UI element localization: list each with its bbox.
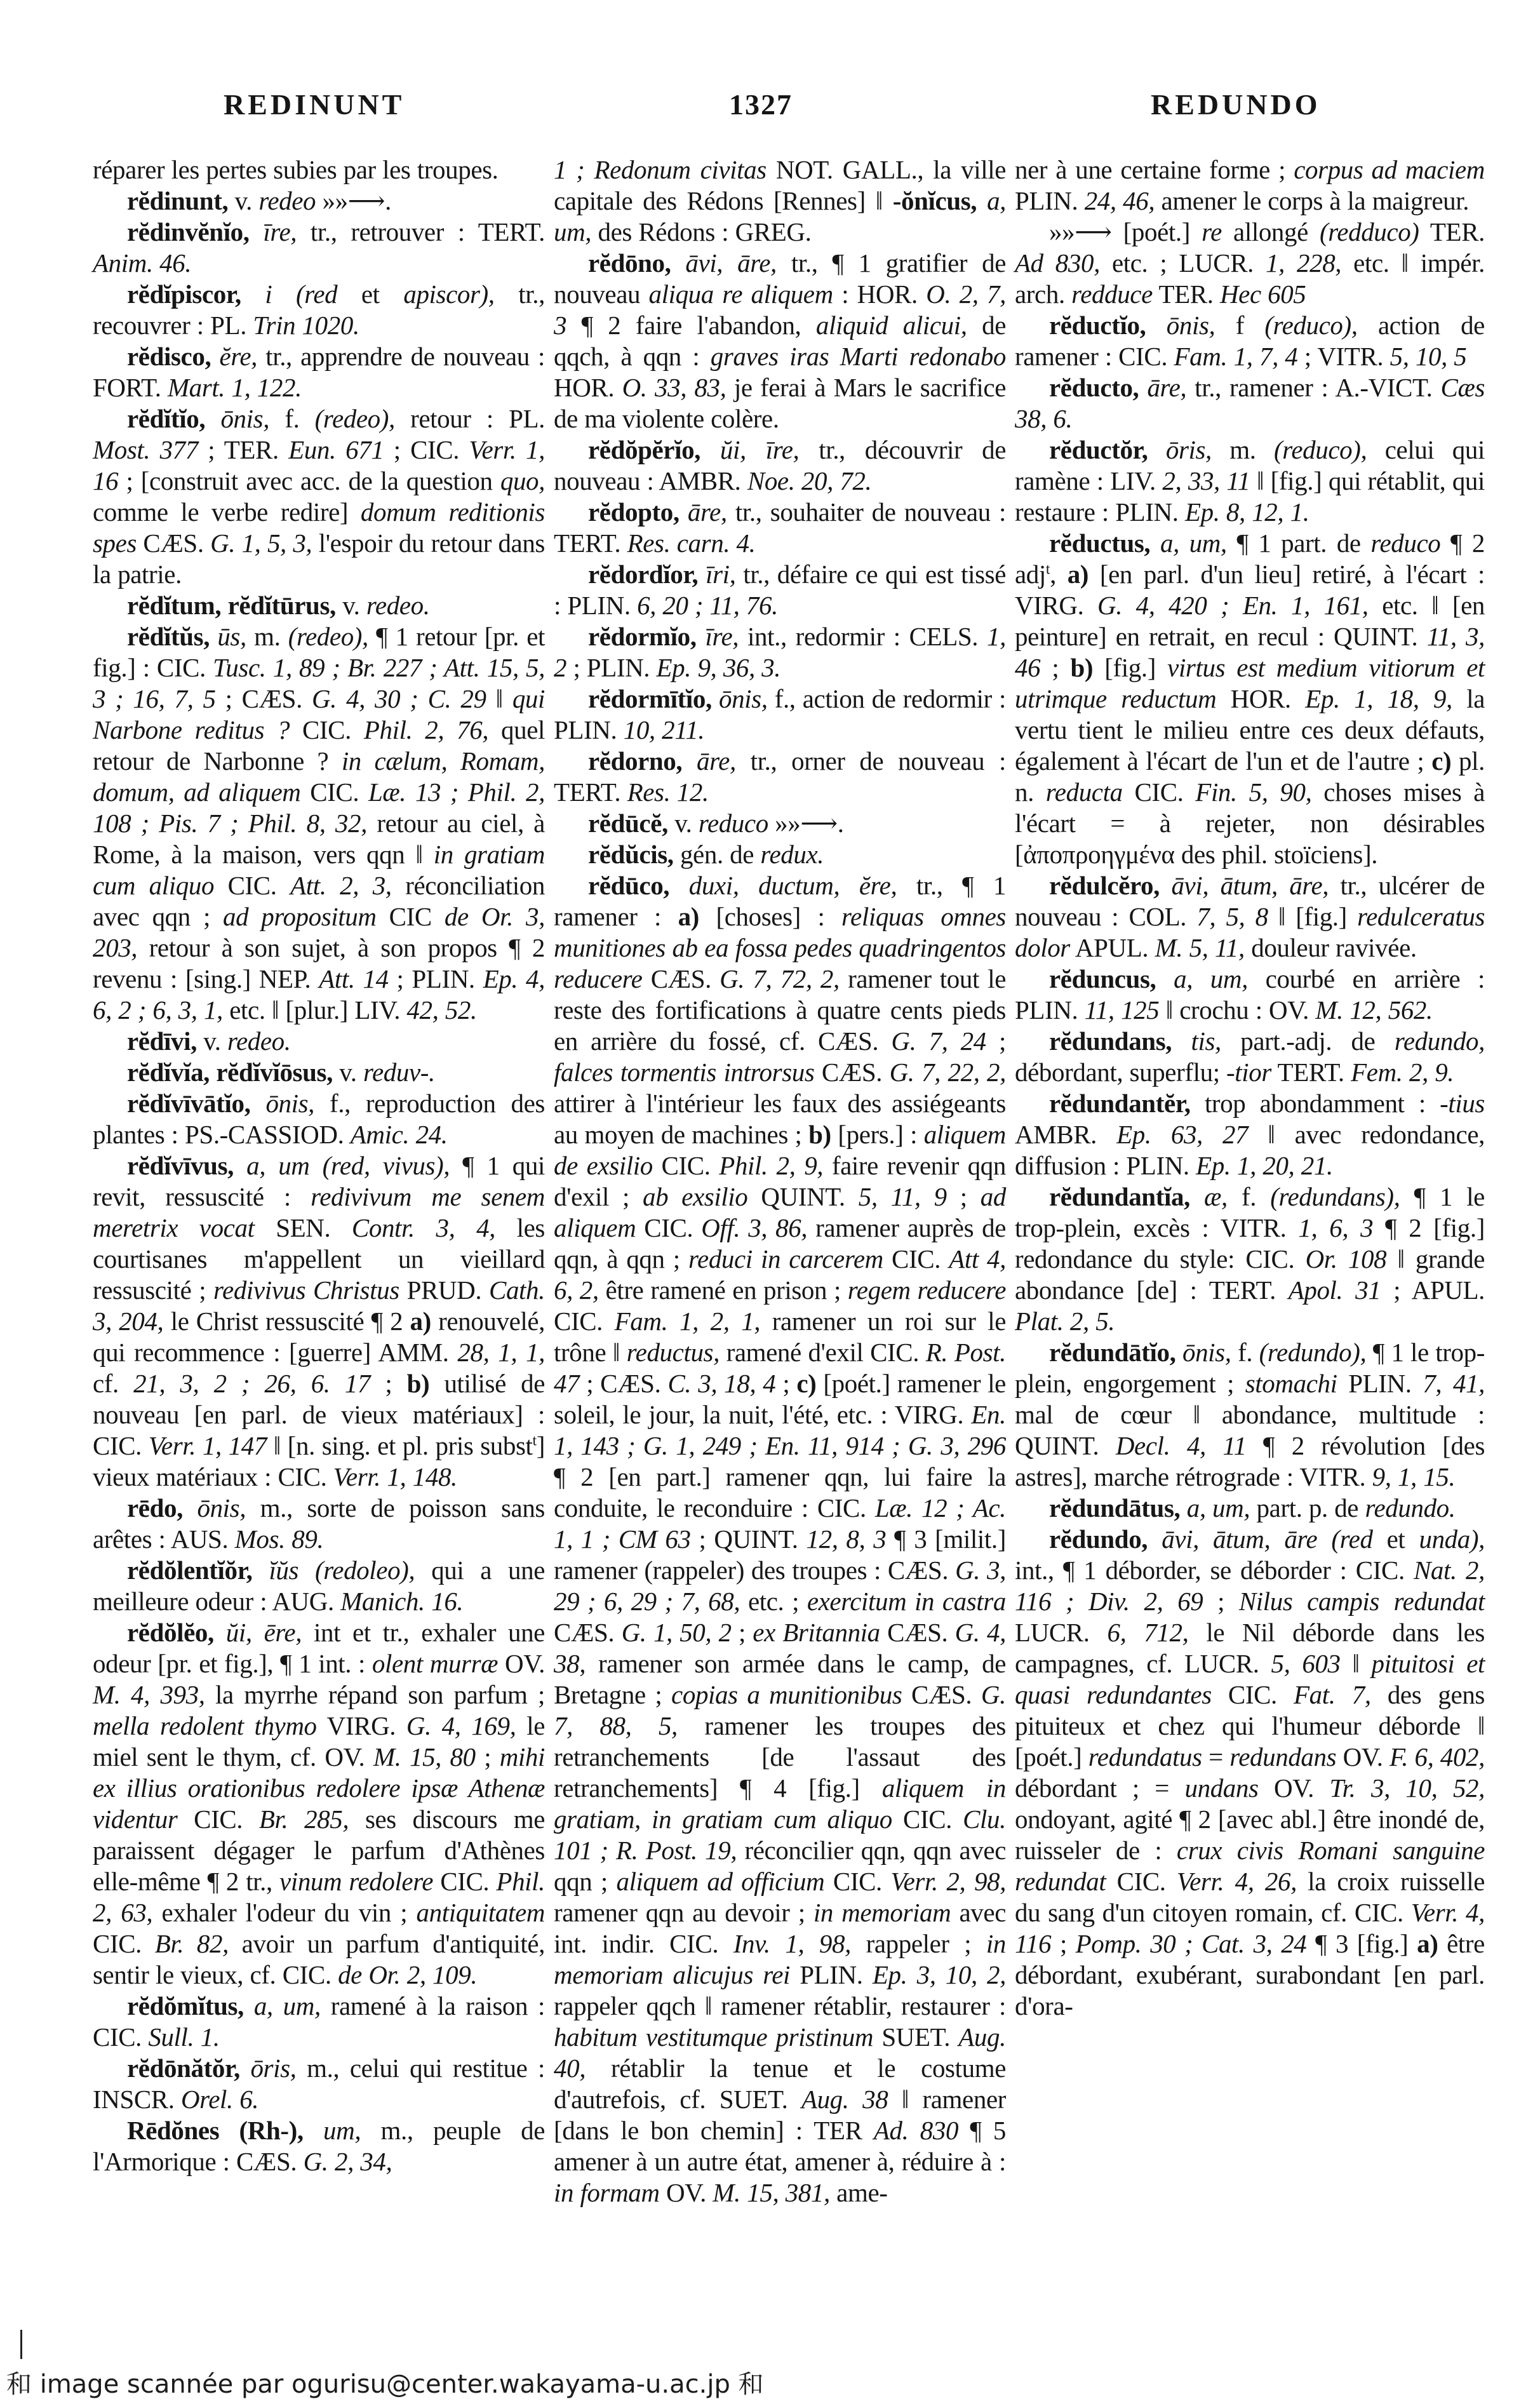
running-head	[0, 88, 1540, 132]
dictionary-entry: rĕdinunt, v. redeo »»⟶.	[127, 186, 391, 215]
dictionary-entry: rĕdormĭo, īre, int., redormir : CELS. 1, 2 ; PLIN. Ep. 9, 36, 3.	[554, 622, 1006, 682]
dictionary-entry: rĕdundātĭo, ōnis, f. (redundo), ¶ 1 le trop-plein, engorgement ; stomachi PLIN. 7, 41, mal de cœur ‖ abondance, multitude : QUINT. Decl. 4, 11 ¶ 2 révolution [des astres], marche rétrograde : VITR. 9, 1, 15.	[1015, 1338, 1485, 1491]
dictionary-entry: rĕdĭvĭa, rĕdĭvĭōsus, v. reduv-.	[127, 1058, 435, 1087]
dictionary-entry: rĕdulcĕro, āvi, ātum, āre, tr., ulcérer de nouveau : COL. 7, 5, 8 ‖ [fig.] redulceratus dolor APUL. M. 5, 11, douleur ravivée.	[1015, 871, 1485, 962]
dictionary-entry: rĕductŏr, ōris, m. (reduco), celui qui ramène : LIV. 2, 33, 11 ‖ [fig.] qui rétablit, qui restaure : PLIN. Ep. 8, 12, 1.	[1015, 435, 1485, 527]
running-head-left-keyword: REDINUNT	[224, 88, 405, 121]
dictionary-entry: rĕdĭtum, rĕdĭtūrus, v. redeo.	[127, 591, 430, 620]
dictionary-entry: rĕdīvi, v. redeo.	[127, 1026, 291, 1056]
dictionary-entry: rĕducto, āre, tr., ramener : A.-VICT. Cæs 38, 6.	[1015, 373, 1485, 433]
dictionary-entry: »»⟶ [poét.] re allongé (redduco) TER. Ad 830, etc. ; LUCR. 1, 228, etc. ‖ impér. arch. redduce TER. Hec 605	[1015, 217, 1485, 309]
dictionary-entry: rĕdorno, āre, tr., orner de nouveau : TERT. Res. 12.	[554, 746, 1006, 807]
dictionary-entry: ner à une certaine forme ; corpus ad maciem PLIN. 24, 46, amener le corps à la maigreur.	[1015, 155, 1485, 215]
text-column-left	[93, 154, 545, 2177]
dictionary-entry: rĕdĭvīvātĭo, ōnis, f., reproduction des plantes : PS.-CASSIOD. Amic. 24.	[93, 1089, 545, 1149]
dictionary-entry: réparer les pertes subies par les troupes.	[93, 155, 499, 184]
dictionary-entry: rĕdūco, duxi, ductum, ĕre, tr., ¶ 1 ramener : a) [choses] : reliquas omnes munitiones ab ea fossa pedes quadringentos reducere CÆS. G. 7, 72, 2, ramener tout le reste des fortifications à quatre cents pieds en arrière du fossé, cf. CÆS. G. 7, 24 ; falces tormentis introrsus CÆS. G. 7, 22, 2, attirer à l'intérieur les faux des assiégeants au moyen de machines ; b) [pers.] : aliquem de exsilio CIC. Phil. 2, 9, faire revenir qqn d'exil ; ab exsilio QUINT. 5, 11, 9 ; ad aliquem CIC. Off. 3, 86, ramener auprès de qqn, à qqn ; reduci in carcerem CIC. Att 4, 6, 2, être ramené en prison ; regem reducere CIC. Fam. 1, 2, 1, ramener un roi sur le trône ‖ reductus, ramené d'exil CIC. R. Post. 47 ; CÆS. C. 3, 18, 4 ; c) [poét.] ramener le soleil, le jour, la nuit, l'été, etc. : VIRG. En. 1, 143 ; G. 1, 249 ; En. 11, 914 ; G. 3, 296 ¶ 2 [en part.] ramener qqn, lui faire la conduite, le reconduire : CIC. Læ. 12 ; Ac. 1, 1 ; CM 63 ; QUINT. 12, 8, 3 ¶ 3 [milit.] ramener (rappeler) des troupes : CÆS. G. 3, 29 ; 6, 29 ; 7, 68, etc. ; exercitum in castra CÆS. G. 1, 50, 2 ; ex Britannia CÆS. G. 4, 38, ramener son armée dans le camp, de Bretagne ; copias a munitionibus CÆS. G. 7, 88, 5, ramener les troupes des retranchements [de l'assaut des retranchements] ¶ 4 [fig.] aliquem in gratiam, in gratiam cum aliquo CIC. Clu. 101 ; R. Post. 19, réconcilier qqn, qqn avec qqn ; aliquem ad officium CIC. Verr. 2, 98, ramener qqn au devoir ; in memoriam avec int. indir. CIC. Inv. 1, 98, rappeler ; in memoriam alicujus rei PLIN. Ep. 3, 10, 2, rappeler qqch ‖ ramener rétablir, restaurer : habitum vestitumque pristinum SUET. Aug. 40, rétablir la tenue et le costume d'autrefois, cf. SUET. Aug. 38 ‖ ramener [dans le bon chemin] : TER Ad. 830 ¶ 5 amener à un autre état, amener à, réduire à : in formam OV. M. 15, 381, ame-	[554, 871, 1007, 2207]
dictionary-entry: rĕdōno, āvi, āre, tr., ¶ 1 gratifier de nouveau aliqua re aliquem : HOR. O. 2, 7, 3 ¶ 2 faire l'abandon, aliquid alicui, de qqch, à qqn : graves iras Marti redonabo HOR. O. 33, 83, je ferai à Mars le sacrifice de ma violente colère.	[554, 248, 1007, 433]
dictionary-entry: rĕdundantĕr, trop abondamment : -tius AMBR. Ep. 63, 27 ‖ avec redondance, diffusion : PLIN. Ep. 1, 20, 21.	[1015, 1089, 1485, 1180]
dictionary-entry: rĕdopto, āre, tr., souhaiter de nouveau : TERT. Res. carn. 4.	[554, 497, 1006, 558]
dictionary-entry: rĕdundantĭa, æ, f. (redundans), ¶ 1 le trop-plein, excès : VITR. 1, 6, 3 ¶ 2 [fig.] redondance du style: CIC. Or. 108 ‖ grande abondance [de] : TERT. Apol. 31 ; APUL. Plat. 2, 5.	[1015, 1182, 1485, 1336]
dictionary-entry: rĕdundātus, a, um, part. p. de redundo.	[1049, 1493, 1456, 1522]
dictionary-entry: rĕduncus, a, um, courbé en arrière : PLIN. 11, 125 ‖ crochu : OV. M. 12, 562.	[1015, 964, 1485, 1025]
dictionary-entry: rĕdŭcis, gén. de redux.	[588, 840, 824, 869]
running-head-right-keyword: REDUNDO	[1151, 88, 1321, 121]
scan-edge-artifact	[20, 2330, 22, 2359]
text-column-right	[1015, 154, 1485, 2022]
dictionary-entry: rĕdisco, ĕre, tr., apprendre de nouveau : FORT. Mart. 1, 122.	[93, 342, 546, 402]
text-column-middle	[554, 154, 1006, 2208]
dictionary-entry: rĕdŏlentĭŏr, ĭŭs (redoleo), qui a une meilleure odeur : AUG. Manich. 16.	[93, 1556, 545, 1616]
dictionary-entry: rĕdōnătŏr, ōris, m., celui qui restitue : INSCR. Orel. 6.	[93, 2053, 545, 2114]
dictionary-entry: rĕdĭtŭs, ūs, m. (redeo), ¶ 1 retour [pr. et fig.] : CIC. Tusc. 1, 89 ; Br. 227 ; Att. 15, 5, 3 ; 16, 7, 5 ; CÆS. G. 4, 30 ; C. 29 ‖ qui Narbone reditus ? CIC. Phil. 2, 76, quel retour de Narbonne ? in cælum, Romam, domum, ad aliquem CIC. Læ. 13 ; Phil. 2, 108 ; Pis. 7 ; Phil. 8, 32, retour au ciel, à Rome, à la maison, vers qqn ‖ in gratiam cum aliquo CIC. Att. 2, 3, réconciliation avec qqn ; ad propositum CIC de Or. 3, 203, retour à son sujet, à son propos ¶ 2 revenu : [sing.] NEP. Att. 14 ; PLIN. Ep. 4, 6, 2 ; 6, 3, 1, etc. ‖ [plur.] LIV. 42, 52.	[93, 622, 546, 1025]
dictionary-entry: rĕdundo, āvi, ātum, āre (red et unda), int., ¶ 1 déborder, se déborder : CIC. Nat. 2, 116 ; Div. 2, 69 ; Nilus campis redundat LUCR. 6, 712, le Nil déborde dans les campagnes, cf. LUCR. 5, 603 ‖ pituitosi et quasi redundantes CIC. Fat. 7, des gens pituiteux et chez qui l'humeur déborde ‖ [poét.] redundatus = redundans OV. F. 6, 402, débordant ; = undans OV. Tr. 3, 10, 52, ondoyant, agité ¶ 2 [avec abl.] être inondé de, ruisseler de : crux civis Romani sanguine redundat CIC. Verr. 4, 26, la croix ruisselle du sang d'un citoyen romain, cf. CIC. Verr. 4, 116 ; Pomp. 30 ; Cat. 3, 24 ¶ 3 [fig.] a) être débordant, exubérant, surabondant [en parl. d'ora-	[1015, 1524, 1485, 2020]
page-number: 1327	[729, 88, 793, 121]
dictionary-entry: rĕdundans, tis, part.-adj. de redundo, débordant, superflu; -tior TERT. Fem. 2, 9.	[1015, 1026, 1485, 1087]
dictionary-entry: 1 ; Redonum civitas NOT. GALL., la ville capitale des Rédons [Rennes] ‖ -ŏnĭcus, a, um, des Rédons : GREG.	[554, 155, 1007, 246]
dictionary-entry: rĕdormītĭo, ōnis, f., action de redormir : PLIN. 10, 211.	[554, 684, 1006, 744]
dictionary-entry: Rēdŏnes (Rh-), um, m., peuple de l'Armorique : CÆS. G. 2, 34,	[93, 2116, 546, 2176]
dictionary-entry: rĕdĭpiscor, i (red et apiscor), tr., recouvrer : PL. Trin 1020.	[93, 279, 545, 340]
dictionary-entry: rĕdinvĕnĭo, īre, tr., retrouver : TERT. Anim. 46.	[93, 217, 545, 278]
dictionary-entry: rĕdūcĕ, v. reduco »»⟶.	[588, 809, 844, 838]
dictionary-entry: rēdo, ōnis, m., sorte de poisson sans arêtes : AUS. Mos. 89.	[93, 1493, 545, 1554]
dictionary-entry: rĕductus, a, um, ¶ 1 part. de reduco ¶ 2 adj$^t$, a) [en parl. d'un lieu] retiré, à l'écart : VIRG. G. 4, 420 ; En. 1, 161, etc. ‖ [en peinture] en retrait, en recul : QUINT. 11, 3, 46 ; b) [fig.] virtus est medium vitiorum et utrimque reductum HOR. Ep. 1, 18, 9, la vertu tient le milieu entre ces deux défauts, également à l'écart de l'un et de l'autre ; c) pl. n. reducta CIC. Fin. 5, 90, choses mises à l'écart = à rejeter, non désirables [ἀποπροηγμένα des phil. stoïciens].	[1015, 528, 1485, 869]
dictionary-entry: rĕdŏpĕrĭo, ŭi, īre, tr., découvrir de nouveau : AMBR. Noe. 20, 72.	[554, 435, 1006, 495]
dictionary-entry: rĕductĭo, ōnis, f (reduco), action de ramener : CIC. Fam. 1, 7, 4 ; VITR. 5, 10, 5	[1015, 311, 1485, 371]
dictionary-entry: rĕdĭvīvus, a, um (red, vivus), ¶ 1 qui revit, ressuscité : redivivum me senem meretrix vocat SEN. Contr. 3, 4, les courtisanes m'appellent un vieillard ressuscité ; redivivus Christus PRUD. Cath. 3, 204, le Christ ressuscité ¶ 2 a) renouvelé, qui recommence : [guerre] AMM. 28, 1, 1, cf. 21, 3, 2 ; 26, 6. 17 ; b) utilisé de nouveau [en parl. de vieux matériaux] : CIC. Verr. 1, 147 ‖ [n. sing. et pl. pris subst$^t$] vieux matériaux : CIC. Verr. 1, 148.	[93, 1151, 546, 1491]
dictionary-entry: rĕdŏmĭtus, a, um, ramené à la raison : CIC. Sull. 1.	[93, 1991, 545, 2052]
dictionary-entry: rĕdĭtĭo, ōnis, f. (redeo), retour : PL. Most. 377 ; TER. Eun. 671 ; CIC. Verr. 1, 16 ; [construit avec acc. de la question quo, comme le verbe redire] domum reditionis spes CÆS. G. 1, 5, 3, l'espoir du retour dans la patrie.	[93, 404, 545, 589]
scanner-credit: 和 image scannée par ogurisu@center.wakayama-u.ac.jp 和	[6, 2370, 764, 2399]
dictionary-entry: rĕdŏlĕo, ŭi, ēre, int et tr., exhaler une odeur [pr. et fig.], ¶ 1 int. : olent murræ OV. M. 4, 393, la myrrhe répand son parfum ; mella redolent thymo VIRG. G. 4, 169, le miel sent le thym, cf. OV. M. 15, 80 ; mihi ex illius orationibus redolere ipsæ Athenæ videntur CIC. Br. 285, ses discours me paraissent dégager le parfum d'Athènes elle-même ¶ 2 tr., vinum redolere CIC. Phil. 2, 63, exhaler l'odeur du vin ; antiquitatem CIC. Br. 82, avoir un parfum d'antiquité, sentir le vieux, cf. CIC. de Or. 2, 109.	[93, 1618, 546, 1989]
dictionary-entry: rĕdordĭor, īri, tr., défaire ce qui est tissé : PLIN. 6, 20 ; 11, 76.	[554, 560, 1006, 620]
